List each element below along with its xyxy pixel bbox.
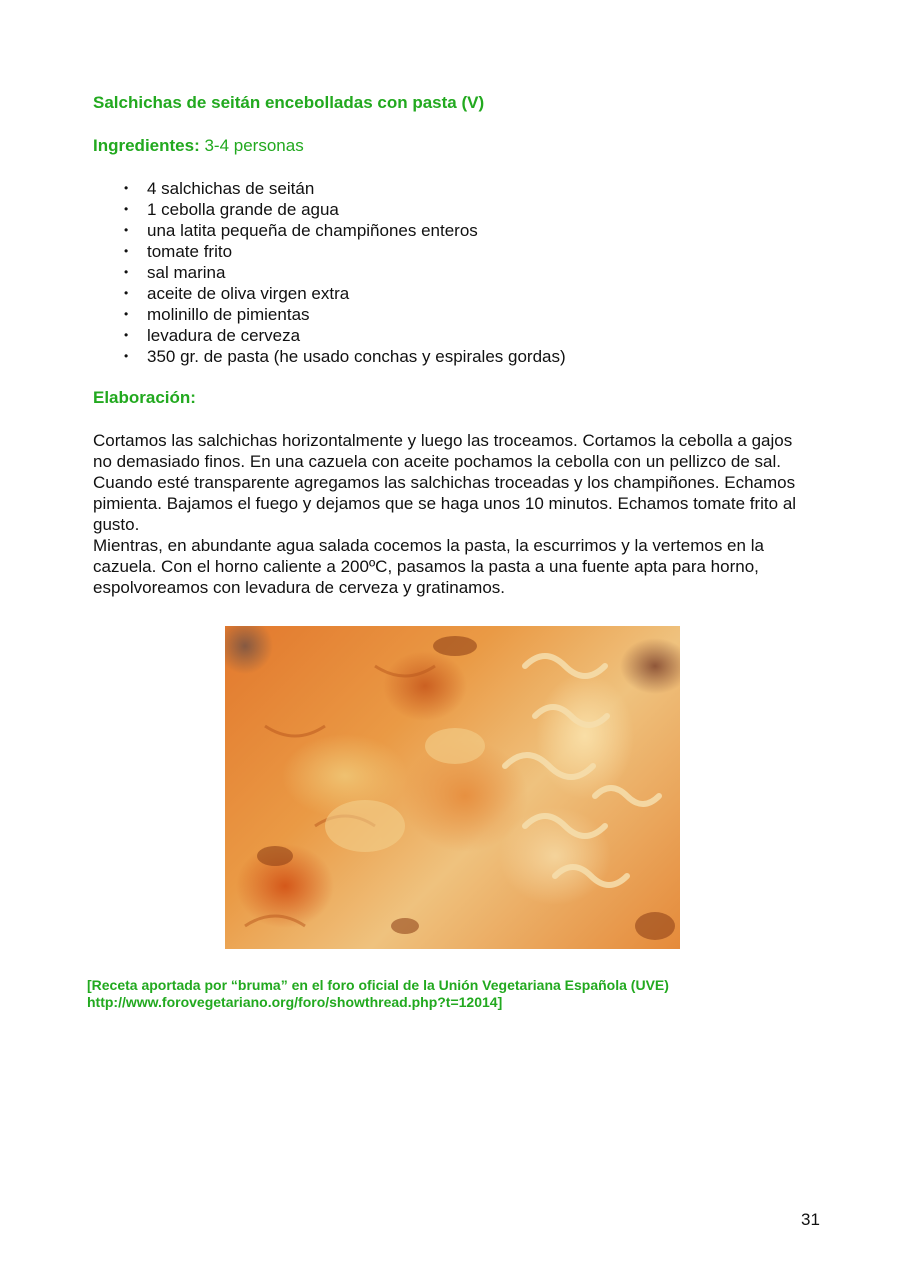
list-item (120, 220, 566, 241)
ingredient-list (120, 178, 566, 367)
ingredients-label: Ingredientes: (93, 136, 200, 155)
ingredient-text: molinillo de pimientas (147, 305, 310, 324)
bullet-icon: • (124, 202, 129, 216)
ingredient-text: aceite de oliva virgen extra (147, 284, 350, 303)
bullet-icon: • (124, 265, 129, 279)
bullet-icon: • (124, 223, 129, 237)
list-item (120, 178, 566, 199)
servings: 3-4 personas (199, 136, 304, 155)
instructions (93, 430, 813, 598)
recipe-title: Salchichas de seitán encebolladas con pasta (V) (93, 93, 485, 112)
ingredient-text: tomate frito (147, 242, 233, 261)
credit-url: http://www.forovegetariano.org/foro/showthread.php?t=12014] (87, 994, 503, 1010)
bullet-icon: • (124, 328, 129, 342)
recipe-credit (87, 977, 669, 1011)
ingredients-heading (93, 136, 304, 156)
ingredient-text: una latita pequeña de champiñones enteros (147, 221, 478, 240)
ingredient-text: sal marina (147, 263, 226, 282)
pasta-texture (225, 626, 680, 949)
bullet-icon: • (124, 349, 129, 363)
ingredient-text: levadura de cerveza (147, 326, 301, 345)
list-item (120, 325, 566, 346)
ingredient-text: 4 salchichas de seitán (147, 179, 315, 198)
bullet-icon: • (124, 286, 129, 300)
list-item (120, 241, 566, 262)
list-item (120, 346, 566, 367)
ingredient-text: 350 gr. de pasta (he usado conchas y espirales gordas) (147, 347, 566, 366)
list-item (120, 304, 566, 325)
dish-photo (225, 626, 680, 949)
instruction-paragraph: Mientras, en abundante agua salada cocemos la pasta, la escurrimos y la vertemos en la cazuela. Con el horno caliente a 200ºC, pasamos la pasta a una fuente apta para horno, espolvoreamos con levadura de cerveza y gratinamos. (93, 536, 764, 597)
elaboration-heading: Elaboración: (93, 388, 196, 407)
ingredient-text: 1 cebolla grande de agua (147, 200, 339, 219)
page-number: 31 (801, 1210, 820, 1229)
bullet-icon: • (124, 181, 129, 195)
list-item (120, 262, 566, 283)
credit-line: [Receta aportada por “bruma” en el foro oficial de la Unión Vegetariana Española (UVE) (87, 977, 669, 993)
bullet-icon: • (124, 307, 129, 321)
list-item (120, 283, 566, 304)
list-item (120, 199, 566, 220)
bullet-icon: • (124, 244, 129, 258)
instruction-paragraph: Cortamos las salchichas horizontalmente y luego las troceamos. Cortamos la cebolla a gajos no demasiado finos. En una cazuela con aceite pochamos la cebolla con un pellizco de sal. Cuando esté transparente agregamos las salchichas troceadas y los champiñones. Echamos pimienta. Bajamos el fuego y dejamos que se haga unos 10 minutos. Echamos tomate frito al gusto. (93, 431, 797, 534)
